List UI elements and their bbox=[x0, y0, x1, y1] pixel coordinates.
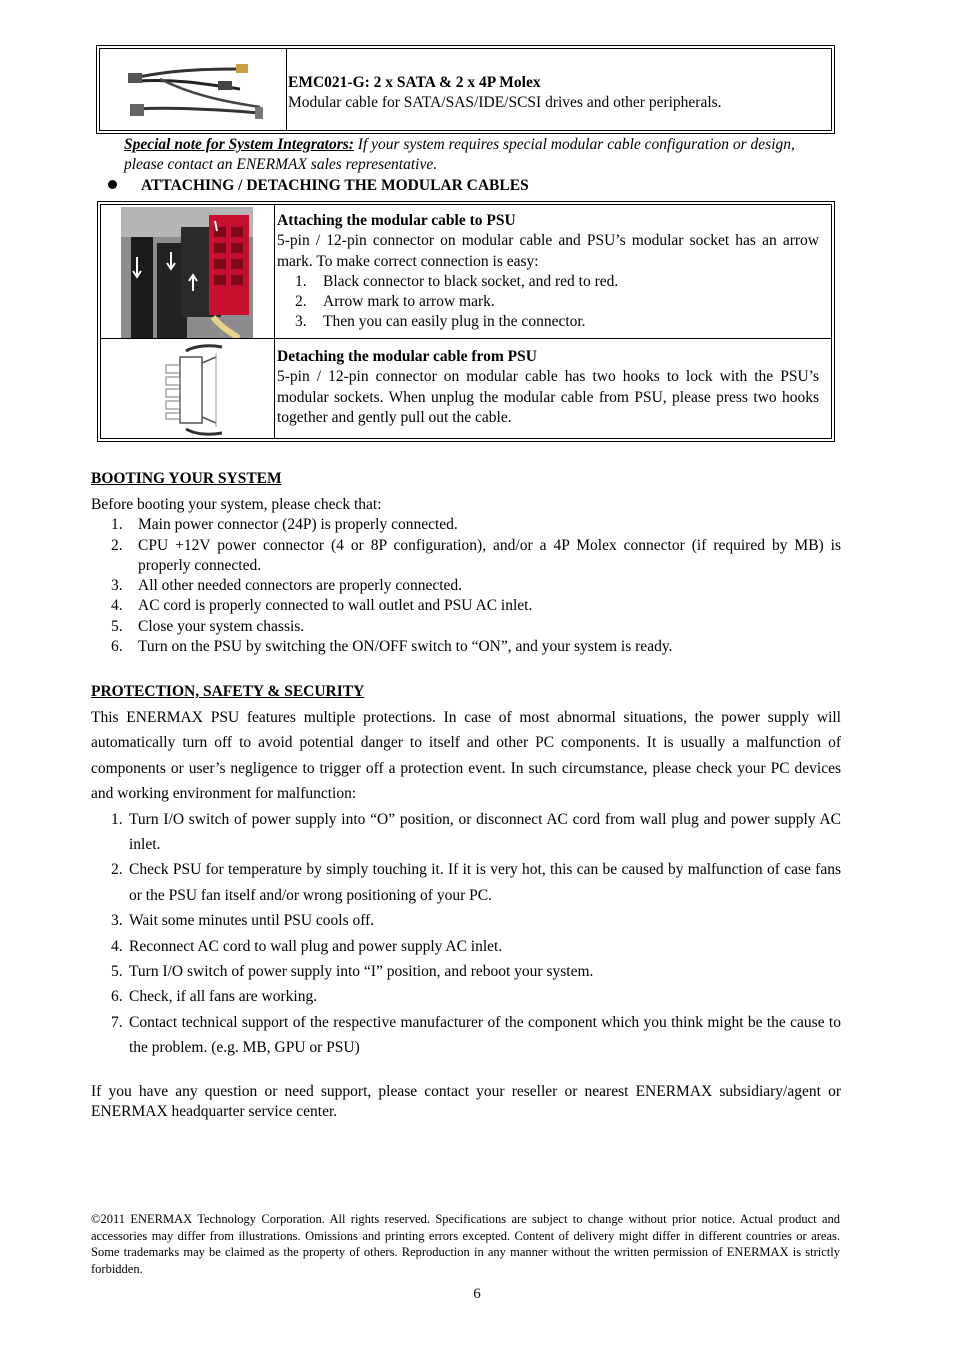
booting-section bbox=[91, 469, 841, 657]
note-lead: Special note for System Integrators: bbox=[124, 136, 354, 153]
detach-text: 5-pin / 12-pin connector on modular cable has two hooks to lock with the PSU’s modular sockets. When unplug the modular cable from PSU, please press two hooks together and gently pull out the cable. bbox=[277, 368, 819, 426]
cable-table bbox=[96, 45, 835, 134]
copyright-footer: ©2011 ENERMAX Technology Corporation. All rights reserved. Specifications are subject to change without prior notice. Actual product and accessories may differ from illustrations. Omissions and printing errors excepted. Content of delivery might differ in different countries or areas. Some trademarks may be claimed as the property of others. Reproduction in any manner without the written permission of ENERMAX is strictly forbidden. bbox=[91, 1212, 840, 1276]
list-item: 5. Close your system chassis. bbox=[111, 617, 305, 635]
booting-list bbox=[91, 515, 841, 657]
attach-heading bbox=[108, 176, 529, 196]
booting-heading: BOOTING YOUR SYSTEM bbox=[91, 470, 282, 487]
attach-title: Attaching the modular cable to PSU bbox=[277, 212, 516, 229]
table-divider-vertical bbox=[274, 205, 275, 438]
cable-image-cell bbox=[100, 49, 287, 130]
bullet-icon bbox=[108, 180, 117, 189]
protection-heading: PROTECTION, SAFETY & SECURITY bbox=[91, 683, 365, 700]
connector-hook-drawing bbox=[156, 343, 228, 437]
list-item: 3. Wait some minutes until PSU cools off. bbox=[111, 912, 375, 930]
list-item: 4. AC cord is properly connected to wall outlet and PSU AC inlet. bbox=[111, 597, 533, 615]
booting-intro: Before booting your system, please check that: bbox=[91, 496, 382, 513]
list-item: 7. Contact technical support of the respective manufacturer of the component which you think might be the cause to the problem. (e.g. MB, GPU or PSU) bbox=[111, 1013, 841, 1057]
list-item: 4. Reconnect AC cord to wall plug and power supply AC inlet. bbox=[111, 937, 503, 955]
list-item: 6. Turn on the PSU by switching the ON/OFF switch to “ON”, and your system is ready. bbox=[111, 638, 673, 656]
protection-intro: This ENERMAX PSU features multiple protections. In case of most abnormal situations, the power supply will automatically turn off to avoid potential danger to itself and other PC components. It is usually a malfunction of components or user’s negligence to trigger off a protection event. In such circumstance, please check your PC devices and working environment for malfunction: bbox=[91, 709, 841, 803]
list-item: 2. CPU +12V power connector (4 or 8P configuration), and/or a 4P Molex connector (if required by MB) is properly connected. bbox=[111, 536, 841, 574]
list-item: 2. Check PSU for temperature by simply touching it. If it is very hot, this can be caused by malfunction of case fans or the PSU fan itself and/or wrong positioning of your PC. bbox=[111, 861, 841, 904]
list-item: 2. Arrow mark to arrow mark. bbox=[295, 293, 495, 311]
attach-steps bbox=[277, 272, 819, 333]
list-item: 5. Turn I/O switch of power supply into “I” position, and reboot your system. bbox=[111, 963, 594, 981]
list-item: 1. Main power connector (24P) is properly connected. bbox=[111, 516, 458, 534]
attach-detach-table bbox=[97, 201, 835, 442]
attach-text: 5-pin / 12-pin connector on modular cable and PSU’s modular socket has an arrow mark. To make correct connection is easy: bbox=[277, 232, 819, 270]
support-paragraph: If you have any question or need support, please contact your reseller or nearest ENERMAX subsidiary/agent or ENERMAX headquarter service center. bbox=[91, 1083, 841, 1121]
integrator-note bbox=[124, 135, 836, 175]
list-item: 3. Then you can easily plug in the connector. bbox=[295, 313, 586, 331]
table-divider-horizontal bbox=[101, 338, 831, 339]
note-text: If your system requires special modular cable configuration or design, please contact an ENERMAX sales representative. bbox=[124, 136, 795, 173]
page-number: 6 bbox=[473, 1286, 481, 1302]
psu-socket-photo bbox=[121, 207, 253, 338]
protection-list bbox=[91, 807, 841, 1061]
detach-title: Detaching the modular cable from PSU bbox=[277, 348, 537, 365]
cable-title: EMC021-G: 2 x SATA & 2 x 4P Molex bbox=[288, 74, 541, 91]
list-item: 1. Turn I/O switch of power supply into “O” position, or disconnect AC cord from wall plug and power supply AC inlet. bbox=[111, 810, 841, 854]
list-item: 6. Check, if all fans are working. bbox=[111, 988, 318, 1006]
list-item: 1. Black connector to black socket, and red to red. bbox=[295, 272, 619, 290]
attach-heading-text: ATTACHING / DETACHING THE MODULAR CABLES bbox=[141, 177, 529, 194]
cable-description: Modular cable for SATA/SAS/IDE/SCSI drives and other peripherals. bbox=[288, 94, 722, 111]
protection-section bbox=[91, 682, 841, 1061]
list-item: 3. All other needed connectors are properly connected. bbox=[111, 577, 463, 595]
cable-image bbox=[100, 49, 286, 130]
